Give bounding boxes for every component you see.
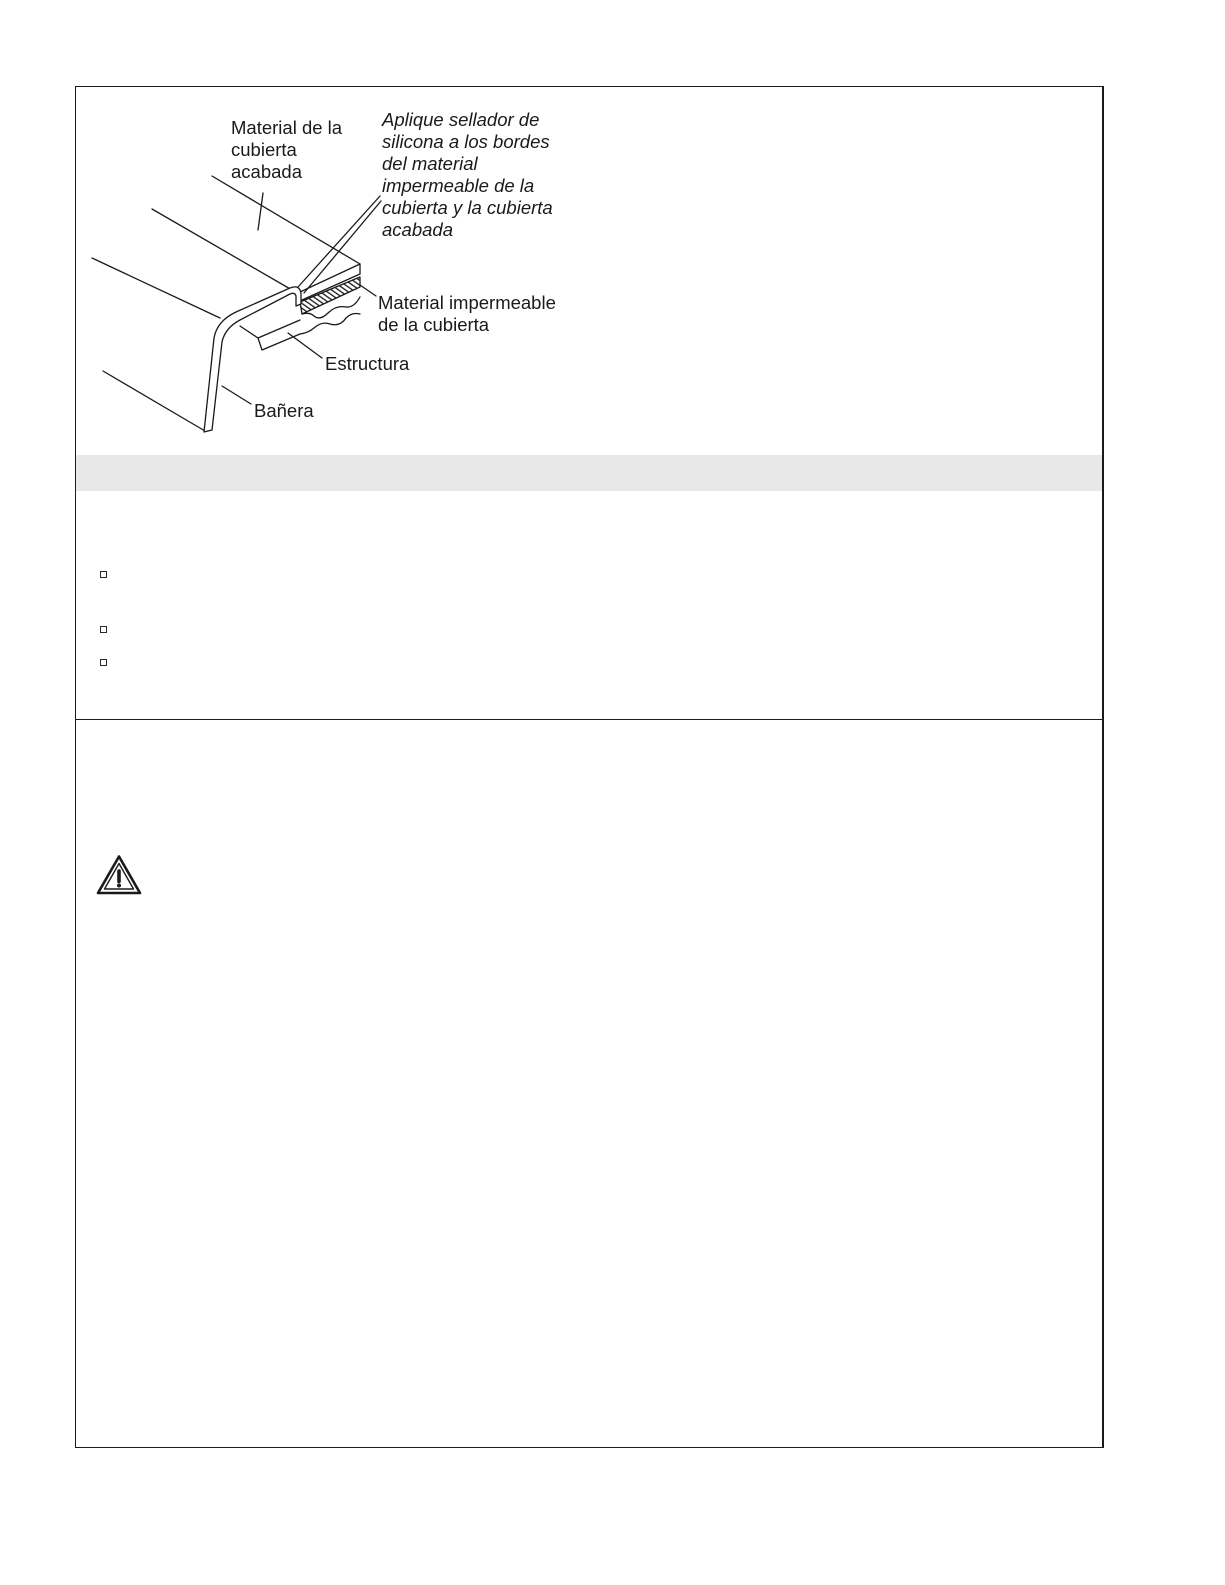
structure-board (240, 314, 360, 351)
leader-sealant-b (304, 201, 381, 293)
checkbox-icon (100, 571, 107, 578)
finished-deck-material (152, 176, 360, 300)
checkbox-icon (100, 626, 107, 633)
label-waterproof-material (378, 292, 556, 336)
label-sealant-note (382, 109, 553, 241)
section-header-band (76, 455, 1102, 491)
leader-waterproof (360, 285, 376, 296)
label-line: del material (382, 153, 478, 174)
label-line: acabada (382, 219, 453, 240)
label-line: Material impermeable (378, 292, 556, 313)
label-structure: Estructura (325, 353, 410, 374)
leader-tub (222, 386, 251, 404)
warning-icon (96, 854, 142, 896)
label-finished-deck (231, 117, 342, 183)
label-line: de la cubierta (378, 314, 490, 335)
label-line: Material de la (231, 117, 343, 138)
label-line: cubierta (231, 139, 297, 160)
label-line: cubierta y la cubierta (382, 197, 553, 218)
leader-finished-deck (258, 193, 263, 230)
label-tub: Bañera (254, 400, 314, 421)
leader-structure (288, 333, 322, 358)
label-line: Aplique sellador de (382, 109, 540, 130)
waterproof-material (300, 277, 360, 314)
label-line: acabada (231, 161, 302, 182)
section-divider (75, 719, 1103, 720)
label-line: silicona a los bordes (382, 131, 550, 152)
label-line: impermeable de la (382, 175, 535, 196)
checkbox-icon (100, 659, 107, 666)
